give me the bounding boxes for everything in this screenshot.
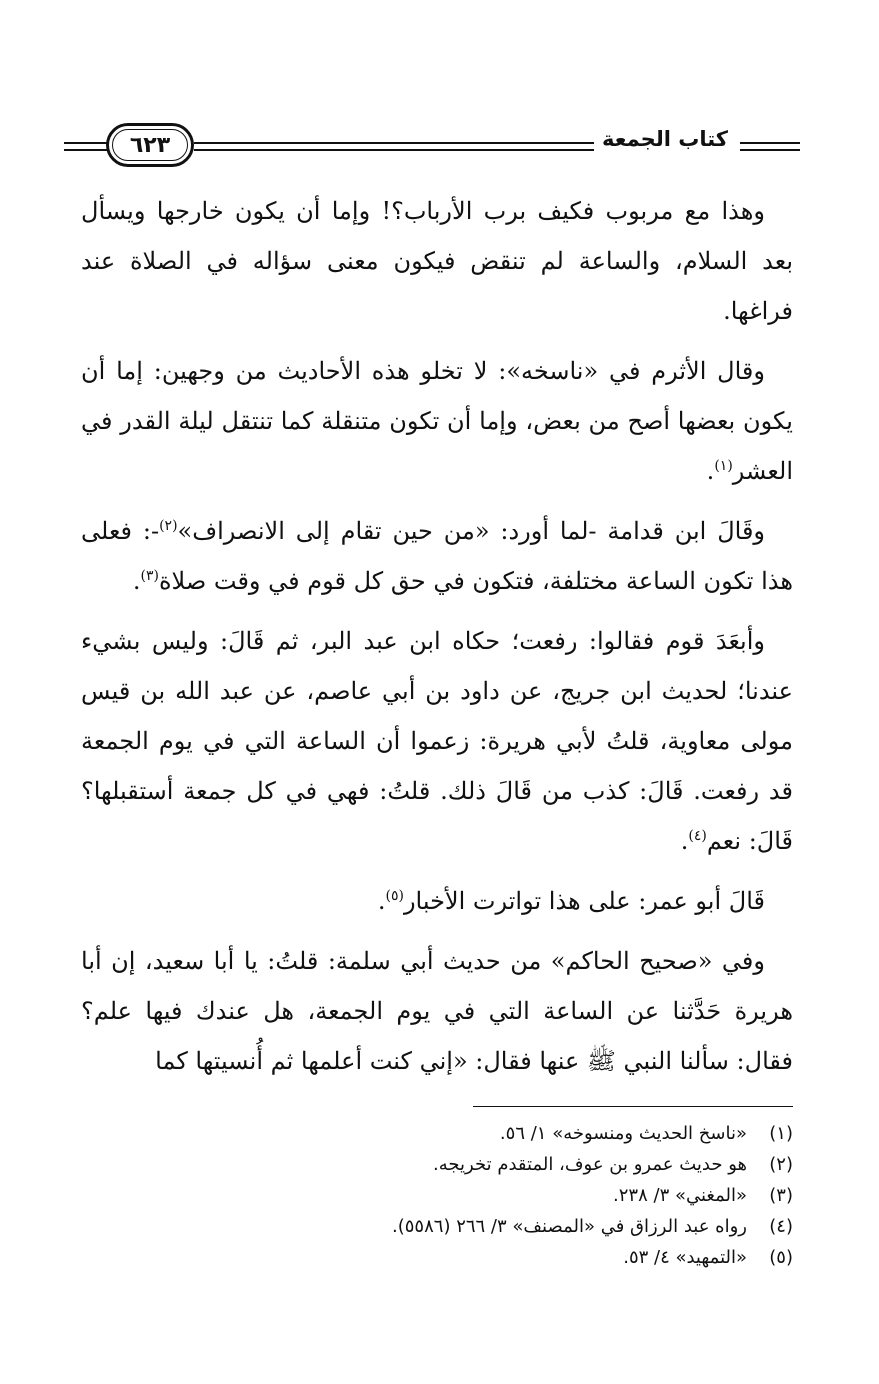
paragraph-2-text: وقال الأثرم في «ناسخه»: لا تخلو هذه الأحاديث من وجهين: إما أن يكون بعضها أصح من بعض، وإما أن تكون متنقلة كما تنتقل ليلة القدر في العشر: [81, 357, 793, 485]
paragraph-4-tail: .: [680, 827, 689, 855]
header-rule-bottom: [740, 149, 800, 151]
footnote-item: [81, 1149, 793, 1180]
footnote-text: «التمهيد» ٤/ ٥٣.: [623, 1247, 747, 1268]
footnote-ref-1[interactable]: (١): [714, 458, 733, 474]
footnote-text: «المغني» ٣/ ٢٣٨.: [613, 1185, 747, 1206]
paragraph-2-tail: .: [706, 457, 715, 485]
paragraph-2: [81, 346, 793, 496]
paragraph-1-text: وهذا مع مربوب فكيف برب الأرباب؟! وإما أن يكون خارجها ويسأل بعد السلام، والساعة لم تنقض فيكون معنى سؤاله في الصلاة عند فراغها.: [81, 197, 793, 325]
paragraph-3: [81, 506, 793, 606]
main-text: [81, 186, 793, 1096]
footnote-number: (٤): [769, 1216, 793, 1237]
footnote-ref-4[interactable]: (٤): [688, 828, 707, 844]
footnote-separator: [473, 1106, 793, 1107]
footnote-item: [81, 1211, 793, 1242]
footnote-item: [81, 1118, 793, 1149]
paragraph-5-text: قَالَ أبو عمر: على هذا تواترت الأخبار: [403, 887, 765, 915]
page-header: [64, 120, 800, 172]
paragraph-1: [81, 186, 793, 336]
footnote-number: (١): [769, 1123, 793, 1144]
header-rule-top: [740, 142, 800, 144]
footnote-text: هو حديث عمرو بن عوف، المتقدم تخريجه.: [433, 1154, 747, 1175]
paragraph-5: [81, 876, 793, 926]
footnotes: [81, 1118, 793, 1273]
header-rule-top-left: [64, 142, 108, 144]
chapter-title: كتاب الجمعة: [594, 127, 736, 151]
paragraph-5-tail: .: [377, 887, 386, 915]
footnote-number: (٥): [769, 1247, 793, 1268]
footnote-ref-5[interactable]: (٥): [385, 888, 404, 904]
paragraph-3-text: وقَالَ ابن قدامة -لما أورد: «من حين تقام إلى الانصراف»: [177, 517, 766, 545]
paragraph-6-text: وفي «صحيح الحاكم» من حديث أبي سلمة: قلتُ: يا أبا سعيد، إن أبا هريرة حَدَّثنا عن الساعة التي في يوم الجمعة، هل عندك فيها علم؟ فقال: سألنا النبي ﷺ عنها فقال: «إني كنت أعلمها ثم أُنسيتها كما: [81, 947, 793, 1075]
footnote-number: (٣): [769, 1185, 793, 1206]
footnote-number: (٢): [769, 1154, 793, 1175]
footnote-item: [81, 1242, 793, 1273]
page-number-text: ٦٢٣: [129, 132, 171, 158]
paragraph-4: [81, 616, 793, 866]
paragraph-3-tail: .: [132, 567, 141, 595]
footnote-text: رواه عبد الرزاق في «المصنف» ٣/ ٢٦٦ (٥٥٨٦).: [392, 1216, 747, 1237]
page-number: [106, 123, 194, 167]
paragraph-4-text: وأبعَدَ قوم فقالوا: رفعت؛ حكاه ابن عبد البر، ثم قَالَ: وليس بشيء عندنا؛ لحديث ابن جريج، عن داود بن أبي عاصم، عن عبد الله بن قيس مولى معاوية، قلتُ لأبي هريرة: زعموا أن الساعة التي في يوم الجمعة قد رفعت. قَالَ: كذب من قَالَ ذلك. قلتُ: فهي في كل جمعة أستقبلها؟ قَالَ: نعم: [81, 627, 793, 855]
footnote-item: [81, 1180, 793, 1211]
paragraph-6: [81, 936, 793, 1086]
footnote-text: «ناسخ الحديث ومنسوخه» ١/ ٥٦.: [499, 1123, 747, 1144]
footnote-ref-2[interactable]: (٢): [159, 518, 178, 534]
header-rule-bottom-left: [64, 149, 108, 151]
paragraph-3-mid: -: فعلى هذا تكون الساعة مختلفة، فتكون في حق كل قوم في وقت صلاة: [81, 517, 793, 595]
footnote-ref-3[interactable]: (٣): [140, 568, 159, 584]
